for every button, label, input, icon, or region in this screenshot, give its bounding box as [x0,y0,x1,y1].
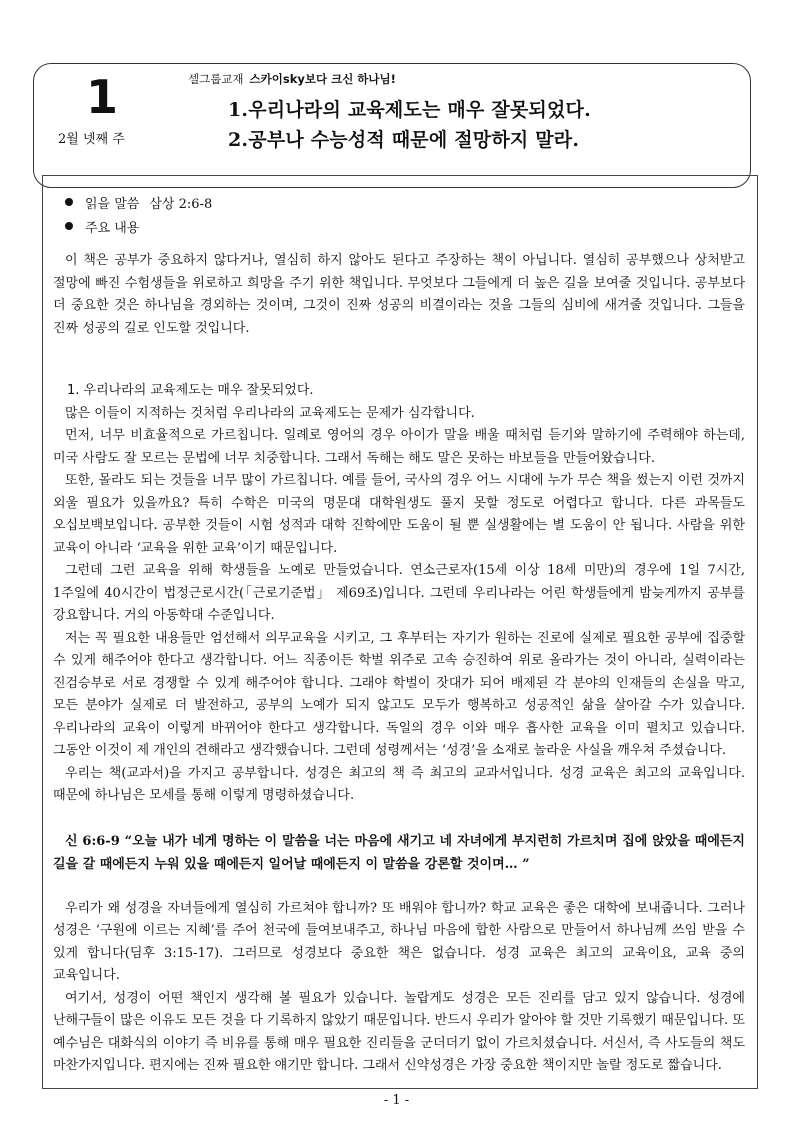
scripture-quote: 신 6:6-9 “오늘 내가 네게 명하는 이 말씀을 너는 마음에 새기고 네 자녀에게 부지런히 가르치며 집에 앉았을 때에든지 길을 갈 때에든지 누워 있을 때에든지 일어날 때에든지 이 말씀을 강론할 것이며… ” [53,833,745,872]
series-label: 셀그룹교재 [188,72,244,86]
reading-label: 읽을 말씀 [85,196,140,212]
content-box [42,175,758,1089]
reading-reference: 삼상 2:6-8 [149,196,213,212]
lesson-title-2: 2.공부나 수능성적 때문에 절망하지 말라. [228,129,580,151]
body-paragraph: 또한, 몰라도 되는 것들을 너무 많이 가르칩니다. 예를 들어, 국사의 경우 어느 시대에 누가 무슨 책을 썼는지 이런 것까지 외울 필요가 있을까요? 특히 수학은 미국의 명문대 대학원생도 풀지 못할 정도로 어렵다고 합니다. 다른 과목들도 오십보백보입니다. 공부한 것들이 시험 성적과 대학 진학에만 도움이 될 뿐 실생활에는 별 도움이 안 됩니다. 사람을 위한 교육이 아니라 ‘교육을 위한 교육’이기 때문입니다. [53,473,745,556]
body-paragraph: 먼저, 너무 비효율적으로 가르칩니다. 일례로 영어의 경우 아이가 말을 배울 때처럼 듣기와 말하기에 주력해야 하는데, 미국 사람도 잘 모르는 문법에 너무 치중합니다. 그래서 독해는 해도 말은 못하는 바보들을 만들어왔습니다. [53,428,745,466]
page-number: - 1 - [383,1093,410,1108]
content-body [53,190,745,1078]
series-line [188,72,396,86]
body-paragraph: 우리는 책(교과서)을 가지고 공부합니다. 성경은 최고의 책 즉 최고의 교과서입니다. 성경 교육은 최고의 교육입니다. 때문에 하나님은 모세를 통해 이렇게 명령하셨습니다. [53,765,745,803]
week-number: 1 [86,70,119,124]
body-paragraph: 많은 이들이 지적하는 것처럼 우리나라의 교육제도는 문제가 심각합니다. [65,405,475,421]
series-title: 스카이sky보다 크신 하나님! [249,72,396,86]
intro-paragraph: 이 책은 공부가 중요하지 않다거나, 열심히 하지 않아도 된다고 주장하는 책이 아닙니다. 열심히 공부했으나 상처받고 절망에 빠진 수험생들을 위로하고 희망을 주기 위한 책입니다. 무엇보다 그들에게 더 높은 길을 보여줄 것입니다. 공부보다 더 중요한 것은 하나님을 경외하는 것이며, 그것이 진짜 성공의 비결이라는 것을 그들의 심비에 새겨줄 것입니다. 그들을 진짜 성공의 길로 인도할 것입니다. [53,253,745,336]
bullet-dot-icon [65,222,73,230]
summary-bullet [53,214,745,238]
body-paragraph: 저는 꼭 필요한 내용들만 엄선해서 의무교육을 시키고, 그 후부터는 자기가 원하는 진로에 실제로 필요한 공부에 집중할 수 있게 해주어야 한다고 생각합니다. 어느 직종이든 학벌 위주로 고속 승진하여 위로 올라가는 것이 아니라, 실력이라는 진검승부로 서로 경쟁할 수 있게 해주어야 합니다. 그래야 학벌이 잣대가 되어 배제된 각 분야의 인재들의 손실을 막고, 모든 분야가 실제로 더 발전하고, 공부의 노예가 되지 않고도 모두가 행복하고 성공적인 삶을 살아갈 수가 있습니다. 우리나라의 교육이 이렇게 바뀌어야 한다고 생각합니다. 독일의 경우 이와 매우 흡사한 교육을 이미 펼치고 있습니다. 그동안 이것이 제 개인의 견해라고 생각했습니다. 그런데 성령께서는 ‘성경’을 소재로 놀라운 사실을 깨우쳐 주셨습니다. [53,630,745,758]
week-label: 2월 넷째 주 [58,132,125,147]
bullet-dot-icon [65,198,73,206]
section-heading: 1. 우리나라의 교육제도는 매우 잘못되었다. [67,383,314,398]
closing-paragraph: 우리가 왜 성경을 자녀들에게 열심히 가르쳐야 합니까? 또 배워야 합니까? 학교 교육은 좋은 대학에 보내줍니다. 그러나 성경은 ‘구원에 이르는 지혜’를 주어 천국에 들여보내주고, 하나님 마음에 합한 사람으로 만들어서 하나님께 쓰임 받을 수 있게 합니다(딤후 3:15-17). 그러므로 성경보다 중요한 책은 없습니다. 성경 교육은 최고의 교육이요, 교육 중의 교육입니다. [53,900,745,983]
reading-bullet [53,190,745,214]
closing-paragraph: 여기서, 성경이 어떤 책인지 생각해 볼 필요가 있습니다. 놀랍게도 성경은 모든 진리를 담고 있지 않습니다. 성경에 난해구들이 많은 이유도 모든 것을 다 기록하지 않았기 때문입니다. 반드시 우리가 알아야 할 것만 기록했기 때문입니다. 또 예수님은 대화식의 이야기 즉 비유를 통해 매우 필요한 진리들을 군더더기 없이 가르치셨습니다. 서신서, 즉 사도들의 책도 마찬가지입니다. 편지에는 진짜 필요한 얘기만 합니다. 그래서 신약성경은 가장 중요한 책이지만 놀랄 정도로 짧습니다. [53,990,745,1073]
body-paragraph: 그런데 그런 교육을 위해 학생들을 노예로 만들었습니다. 연소근로자(15세 이상 18세 미만)의 경우에 1일 7시간, 1주일에 40시간이 법정근로시간(「근로기준법」 제69조)입니다. 그런데 우리나라는 어린 학생들에게 밤늦게까지 공부를 강요합니다. 거의 아동학대 수준입니다. [53,563,745,623]
summary-label: 주요 내용 [85,220,140,236]
lesson-title-1: 1.우리나라의 교육제도는 매우 잘못되었다. [228,99,591,121]
